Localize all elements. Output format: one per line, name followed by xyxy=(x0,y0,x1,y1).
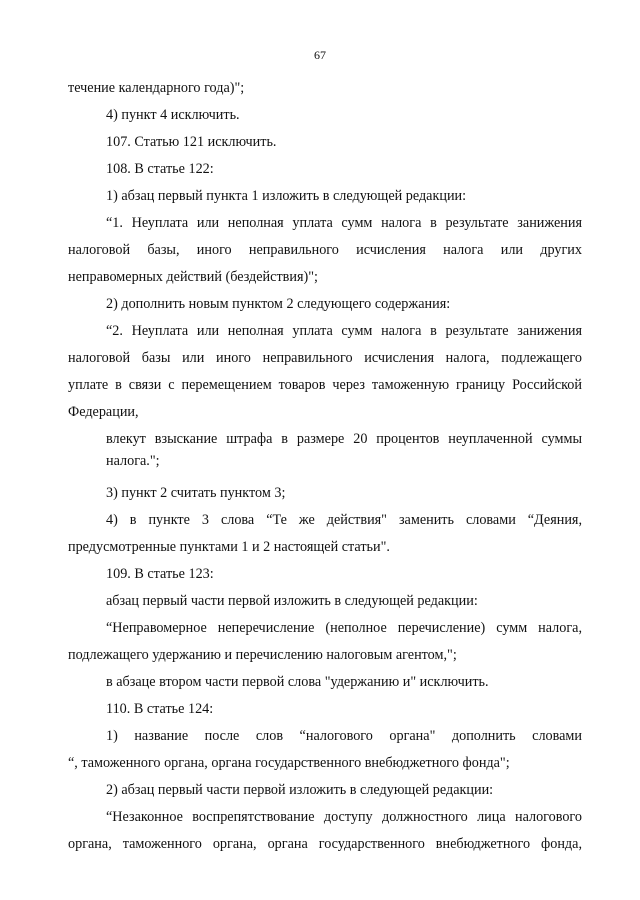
text-line: влекут взыскание штрафа в размере 20 процентов неуплаченной суммы xyxy=(106,431,582,447)
text-line: Федерации, xyxy=(68,404,139,420)
text-line: течение календарного года)"; xyxy=(68,80,245,96)
text-line: “Неправомерное неперечисление (неполное перечисление) сумм налога, xyxy=(106,620,582,636)
text-line: 4) в пункте 3 слова “Те же действия" заменить словами “Деяния, xyxy=(106,512,582,528)
text-line: уплате в связи с перемещением товаров через таможенную границу Российской xyxy=(68,377,582,393)
text-line: в абзаце втором части первой слова "удержанию и" исключить. xyxy=(106,674,489,690)
text-line: 1) название после слов “налогового органа" дополнить словами xyxy=(106,728,582,744)
text-line: “, таможенного органа, органа государственного внебюджетного фонда"; xyxy=(68,755,510,771)
text-line: предусмотренные пунктами 1 и 2 настоящей статьи". xyxy=(68,539,390,555)
text-line: абзац первый части первой изложить в следующей редакции: xyxy=(106,593,478,609)
text-line: 2) дополнить новым пунктом 2 следующего содержания: xyxy=(106,296,451,312)
text-line: неправомерных действий (бездействия)"; xyxy=(68,269,318,285)
text-line: 3) пункт 2 считать пунктом 3; xyxy=(106,485,286,501)
text-line: подлежащего удержанию и перечислению налоговым агентом,"; xyxy=(68,647,457,663)
text-line: 109. В статье 123: xyxy=(106,566,214,582)
text-line: органа, таможенного органа, органа государственного внебюджетного фонда, xyxy=(68,836,582,852)
text-line: налоговой базы или иного неправильного исчисления налога, подлежащего xyxy=(68,350,582,366)
text-line: 110. В статье 124: xyxy=(106,701,214,717)
text-line: “2. Неуплата или неполная уплата сумм налога в результате занижения xyxy=(106,323,582,339)
page-number: 67 xyxy=(314,48,326,62)
text-line: налоговой базы, иного неправильного исчисления налога или других xyxy=(68,242,582,258)
text-line: 4) пункт 4 исключить. xyxy=(106,107,240,123)
text-line: 2) абзац первый части первой изложить в следующей редакции: xyxy=(106,782,494,798)
text-line: налога."; xyxy=(106,453,160,469)
text-line: 1) абзац первый пункта 1 изложить в следующей редакции: xyxy=(106,188,467,204)
text-line: “1. Неуплата или неполная уплата сумм налога в результате занижения xyxy=(106,215,582,231)
text-line: “Незаконное воспрепятствование доступу должностного лица налогового xyxy=(106,809,582,825)
text-line: 107. Статью 121 исключить. xyxy=(106,134,277,150)
text-line: 108. В статье 122: xyxy=(106,161,214,177)
